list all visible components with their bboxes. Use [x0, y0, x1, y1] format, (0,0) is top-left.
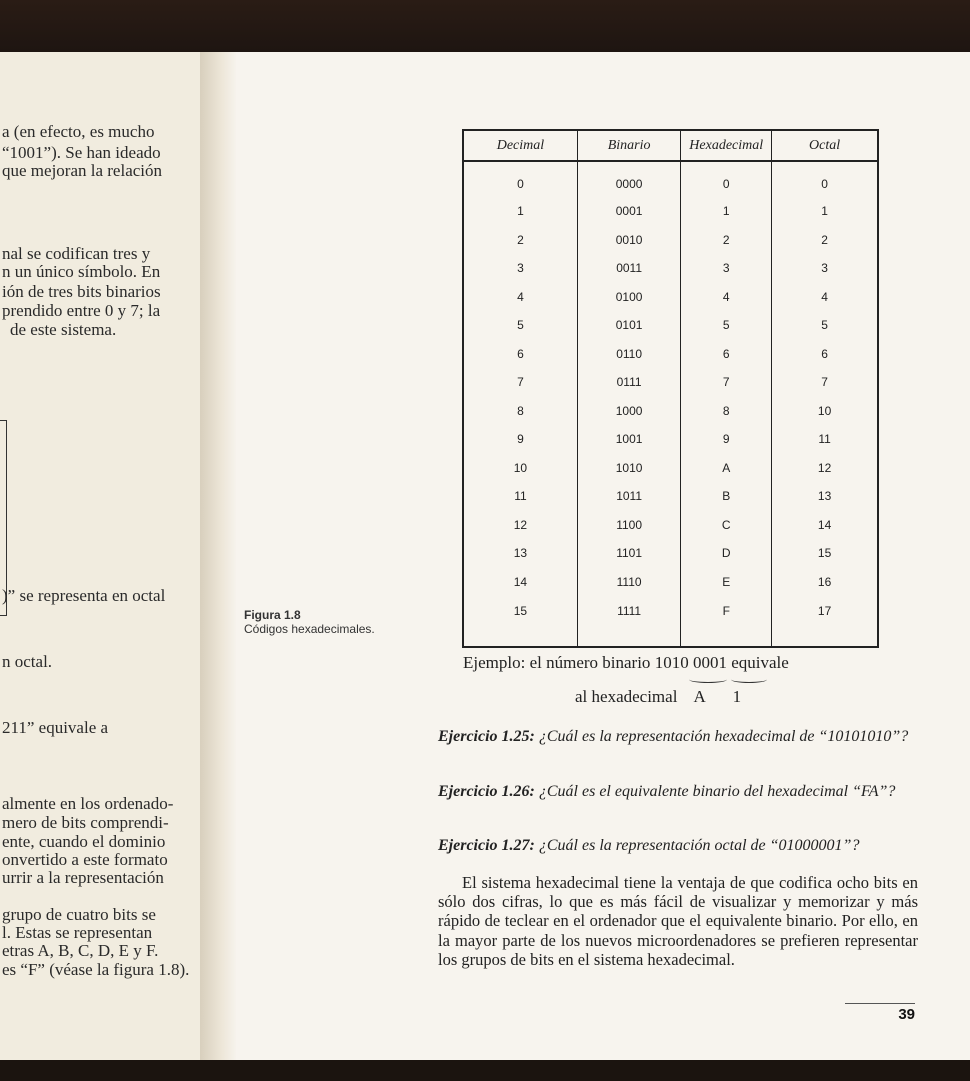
table-cell-decimal: 10: [513, 460, 528, 475]
table-cell-binario: 0110: [577, 340, 680, 369]
table-cell-binario: 0101: [577, 311, 680, 340]
table-cell-hexadecimal: A: [681, 454, 772, 483]
table-cell-octal: 5: [772, 311, 878, 340]
table-cell-hexadecimal: F: [681, 596, 772, 647]
left-text-line: ión de tres bits binarios: [2, 282, 161, 301]
body-paragraph: El sistema hexadecimal tiene la ventaja de que codifica ocho bits en sólo dos cifras, lo que es más fácil de visualizar y memorizar y más rápido de teclear en el ordenador que el equivalente binario. Por ello, en la mayor parte de los nuevos microordenadores se prefieren representar los grupos de bits en el sistema hexadecimal.: [438, 873, 918, 969]
example-suffix: equivale: [731, 653, 789, 672]
exercise-label: Ejercicio 1.25:: [438, 728, 535, 745]
left-text-line: nal se codifican tres y: [2, 244, 151, 263]
table-cell-octal: 17: [772, 596, 878, 647]
table-cell-binario: 0011: [577, 254, 680, 283]
hex-digit-2: 1: [732, 687, 742, 706]
table-row: [463, 197, 878, 226]
table-row: [463, 568, 878, 597]
table-cell-octal: 13: [772, 482, 878, 511]
table-cell-octal: 0: [772, 161, 878, 197]
table-cell-decimal: 9: [517, 432, 524, 447]
table-cell-hexadecimal: 0: [681, 161, 772, 197]
table-cell-decimal: 8: [517, 403, 524, 418]
left-text-line: n octal.: [2, 652, 53, 671]
figure-caption-text: Códigos hexadecimales.: [244, 622, 375, 636]
hex-digit-1: A: [693, 687, 706, 706]
table-cell-octal: 12: [772, 454, 878, 483]
table-cell-binario: 0111: [577, 368, 680, 397]
table-cell-octal: 11: [772, 425, 878, 454]
left-text-line: prendido entre 0 y 7; la: [2, 301, 161, 320]
example-line-1: [463, 653, 789, 673]
exercise-question: ¿Cuál es la representación hexadecimal de “10101010”?: [538, 728, 909, 745]
table-cell-octal: 2: [772, 226, 878, 255]
scan-top-edge: [0, 0, 970, 52]
table-cell-binario: 0010: [577, 226, 680, 255]
table-cell-binario: 1110: [577, 568, 680, 597]
table-cell-hexadecimal: 3: [681, 254, 772, 283]
left-page: [0, 52, 212, 1060]
left-text-line: n un único símbolo. En: [2, 262, 161, 281]
table-row: [463, 454, 878, 483]
table-cell-hexadecimal: 4: [681, 283, 772, 312]
table-cell-octal: 4: [772, 283, 878, 312]
table-cell-hexadecimal: E: [681, 568, 772, 597]
hexadecimal-codes-table: [462, 129, 879, 648]
brace-under-group-1: [689, 676, 727, 683]
left-text-line: a (en efecto, es mucho: [2, 122, 155, 141]
binary-group-2: 0001: [692, 653, 727, 672]
column-header-octal: Octal: [772, 130, 878, 161]
example-line2-prefix: al hexadecimal: [575, 687, 678, 706]
table-cell-octal: 6: [772, 340, 878, 369]
table-cell-decimal: 15: [513, 604, 528, 618]
table-row: [463, 161, 878, 197]
table-cell-hexadecimal: 1: [681, 197, 772, 226]
table-cell-hexadecimal: B: [681, 482, 772, 511]
table-cell-decimal: 12: [513, 517, 528, 532]
table-cell-binario: 1010: [577, 454, 680, 483]
table-cell-decimal: 1: [517, 204, 524, 219]
exercise-label: Ejercicio 1.27:: [438, 837, 535, 854]
table-cell-binario: 1001: [577, 425, 680, 454]
table-cell-hexadecimal: 7: [681, 368, 772, 397]
table-row: [463, 397, 878, 426]
example-prefix: Ejemplo: el número binario: [463, 653, 651, 672]
table-cell-octal: 1: [772, 197, 878, 226]
exercise-question: ¿Cuál es la representación octal de “01000001”?: [538, 837, 860, 854]
table-row: [463, 539, 878, 568]
exercise-question: ¿Cuál es el equivalente binario del hexadecimal “FA”?: [538, 783, 896, 800]
table-cell-binario: 0001: [577, 197, 680, 226]
table-row: [463, 425, 878, 454]
table-cell-binario: 0100: [577, 283, 680, 312]
exercise-label: Ejercicio 1.26:: [438, 783, 535, 800]
table-cell-binario: 0000: [577, 161, 680, 197]
book-gutter: [200, 52, 236, 1060]
left-text-line: )” se representa en octal: [2, 586, 166, 605]
figure-caption: [244, 608, 375, 636]
table-cell-binario: 1000: [577, 397, 680, 426]
table-row: [463, 311, 878, 340]
table-cell-decimal: 11: [514, 489, 527, 504]
example-line-2: [575, 687, 752, 707]
table-cell-octal: 15: [772, 539, 878, 568]
figure-label: Figura 1.8: [244, 608, 301, 622]
table-cell-octal: 16: [772, 568, 878, 597]
table-cell-binario: 1100: [577, 511, 680, 540]
table-cell-hexadecimal: 5: [681, 311, 772, 340]
left-text-line: de este sistema.: [10, 320, 117, 339]
left-text-line: que mejoran la relación: [2, 161, 163, 180]
table-row: [463, 482, 878, 511]
table-row: [463, 596, 878, 647]
column-header-decimal: Decimal: [463, 130, 577, 161]
table-cell-hexadecimal: C: [681, 511, 772, 540]
column-header-binario: Binario: [577, 130, 680, 161]
table-cell-octal: 10: [772, 397, 878, 426]
table-cell-hexadecimal: 9: [681, 425, 772, 454]
table-cell-decimal: 14: [513, 574, 528, 589]
table-cell-binario: 1011: [577, 482, 680, 511]
left-text-line: etras A, B, C, D, E y F.: [2, 941, 159, 960]
brace-under-group-2: [731, 676, 767, 683]
left-text-line: es “F” (véase la figura 1.8).: [2, 960, 190, 979]
table-row: [463, 368, 878, 397]
left-text-line: mero de bits comprendi-: [2, 813, 169, 832]
table-cell-decimal: 4: [517, 289, 524, 304]
table-row: [463, 511, 878, 540]
table-cell-hexadecimal: 8: [681, 397, 772, 426]
table-row: [463, 283, 878, 312]
scan-bottom-edge: [0, 1060, 970, 1081]
exercise-1-27: [438, 836, 918, 855]
page-number: 39: [898, 1006, 915, 1023]
column-header-hexadecimal: Hexadecimal: [681, 130, 772, 161]
table-cell-decimal: 7: [517, 375, 524, 390]
binary-group-1: 1010: [654, 653, 689, 672]
left-text-line: “1001”). Se han ideado: [2, 143, 161, 162]
table-cell-hexadecimal: 2: [681, 226, 772, 255]
table-cell-hexadecimal: D: [681, 539, 772, 568]
left-text-line: urrir a la representación: [2, 868, 164, 887]
table-row: [463, 254, 878, 283]
left-text-line: almente en los ordenado-: [2, 794, 174, 813]
table-cell-decimal: 3: [517, 261, 524, 276]
left-text-line: ente, cuando el dominio: [2, 832, 166, 851]
left-text-line: 211” equivale a: [2, 718, 109, 737]
table-cell-binario: 1101: [577, 539, 680, 568]
table-cell-octal: 3: [772, 254, 878, 283]
left-text-line: grupo de cuatro bits se: [2, 905, 156, 924]
table-cell-octal: 7: [772, 368, 878, 397]
table-cell-binario: 1111: [577, 596, 680, 647]
table-cell-decimal: 6: [517, 346, 524, 361]
table-body: [463, 161, 878, 647]
table-cell-hexadecimal: 6: [681, 340, 772, 369]
table-cell-decimal: 2: [517, 232, 524, 247]
table-cell-decimal: 5: [517, 318, 524, 333]
table-row: [463, 340, 878, 369]
table-cell-octal: 14: [772, 511, 878, 540]
left-text-line: l. Estas se representan: [2, 923, 153, 942]
exercise-1-26: [438, 782, 918, 801]
left-text-line: onvertido a este formato: [2, 850, 168, 869]
page-number-rule: [845, 1003, 915, 1004]
table-cell-decimal: 13: [513, 546, 528, 561]
table-row: [463, 226, 878, 255]
exercise-1-25: [438, 727, 918, 746]
table-cell-decimal: 0: [517, 176, 524, 191]
